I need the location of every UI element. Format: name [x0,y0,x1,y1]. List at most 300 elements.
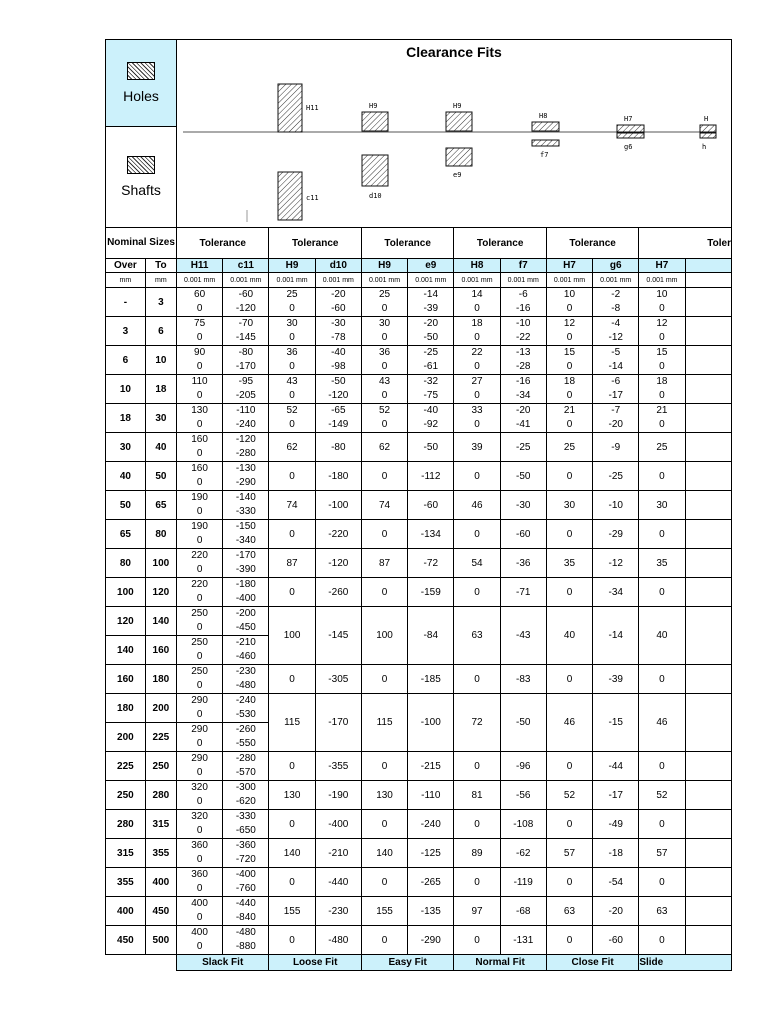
upper-deviation: -140 [235,492,256,503]
lower-deviation: 0 [381,419,388,430]
lower-deviation: -840 [235,912,256,923]
lower-deviation: -220 [315,520,361,549]
upper-deviation: 190 [191,521,208,532]
deviation-cell [593,288,639,317]
lower-deviation: -60 [331,303,346,314]
deviation-cell-values [269,288,314,316]
tolerance-zone-H9 [362,112,388,131]
zone-label: f7 [539,151,549,159]
upper-deviation: 12 [563,318,576,329]
lower-deviation: -120 [328,390,349,401]
upper-deviation: 72 [454,694,500,752]
cut-cell [685,520,731,549]
size-to: 100 [145,549,176,578]
deviation-cell [176,404,222,433]
deviation-cell-values [223,404,268,432]
tolerance-zone-H9 [446,112,472,131]
deviation-cell [593,346,639,375]
h11-cell-values [177,926,222,954]
upper-deviation: 81 [454,781,500,810]
upper-deviation: -330 [235,811,256,822]
upper-deviation: 25 [639,433,685,462]
deviation-cell [454,346,500,375]
upper-deviation: -30 [331,318,346,329]
lower-deviation: -720 [235,854,256,865]
lower-deviation: -620 [235,796,256,807]
deviation-cell [546,288,592,317]
deviation-cell-values [639,346,684,374]
size-to: 3 [145,288,176,317]
to-header: To [145,259,176,273]
lower-deviation: 0 [269,665,315,694]
lower-deviation: -60 [500,520,546,549]
shafts-legend [106,127,177,228]
upper-deviation: 30 [378,318,391,329]
deviation-cell-values [316,375,361,403]
upper-deviation: -120 [315,549,361,578]
lower-deviation: 0 [361,578,407,607]
cut-cell [685,810,731,839]
tolerance-zone-f7 [532,140,559,146]
lower-deviation: -17 [608,390,623,401]
upper-deviation: 57 [546,839,592,868]
upper-deviation: -16 [516,376,531,387]
deviation-cell-values [454,375,499,403]
size-over: 180 [106,694,146,723]
cut-cell [685,317,731,346]
upper-deviation: 25 [546,433,592,462]
upper-deviation: 35 [639,549,685,578]
size-over: 65 [106,520,146,549]
upper-deviation: -14 [423,289,438,300]
upper-deviation: -180 [235,579,256,590]
size-to: 225 [145,723,176,752]
deviation-cell-values [177,317,222,345]
lower-deviation: -112 [408,462,454,491]
c11-cell-values [223,578,268,606]
unit-label: 0.001 mm [593,273,639,288]
upper-deviation: 36 [286,347,298,358]
c11-cell [223,897,269,926]
deviation-cell-values [362,317,407,345]
fit-label: Loose Fit [269,955,361,971]
lower-deviation: 0 [196,767,203,778]
deviation-cell-values [316,288,361,316]
lower-deviation: -75 [423,390,438,401]
deviation-cell [546,317,592,346]
upper-deviation: 90 [194,347,206,358]
deviation-cell-values [362,346,407,374]
deviation-cell-values [639,375,684,403]
upper-deviation: -100 [315,491,361,520]
h11-cell [176,694,222,723]
deviation-cell-values [408,317,453,345]
lower-deviation: 0 [474,361,480,372]
c11-cell-values [223,926,268,954]
c11-cell-values [223,491,268,519]
deviation-cell [361,346,407,375]
deviation-cell-values [177,346,222,374]
h11-cell [176,578,222,607]
lower-deviation: -170 [235,361,256,372]
cut-cell [685,607,731,665]
header-row-tolerance [106,228,732,259]
deviation-cell-values [408,375,453,403]
deviation-cell [269,375,315,404]
h11-cell-values [177,520,222,548]
lower-deviation: 0 [196,854,203,865]
h11-cell [176,636,222,665]
upper-deviation: 15 [563,347,576,358]
upper-deviation: -62 [500,839,546,868]
lower-deviation: 0 [546,462,592,491]
lower-deviation: -14 [608,361,623,372]
lower-deviation: 0 [659,332,665,343]
zone-label: c11 [305,194,319,202]
upper-deviation: -25 [500,433,546,462]
upper-deviation: -80 [315,433,361,462]
c11-cell [223,665,269,694]
upper-deviation: -17 [593,781,639,810]
lower-deviation: 0 [269,868,315,897]
lower-deviation: 0 [269,520,315,549]
upper-deviation: 14 [471,289,483,300]
unit-label: 0.001 mm [454,273,500,288]
lower-deviation: -570 [235,767,256,778]
lower-deviation: 0 [289,303,295,314]
table-row [106,897,732,926]
lower-deviation: 0 [381,303,388,314]
lower-deviation: 0 [289,419,295,430]
size-over: 40 [106,462,146,491]
size-to: 160 [145,636,176,665]
c11-cell-values [223,462,268,490]
h11-cell-values [177,549,222,577]
deviation-cell-values [223,288,268,316]
lower-deviation: -34 [516,390,531,401]
table-row [106,404,732,433]
upper-deviation: -230 [235,666,256,677]
unit-label: 0.001 mm [361,273,407,288]
upper-deviation: -20 [331,289,346,300]
deviation-cell [639,346,685,375]
over-header: Over [106,259,146,273]
upper-deviation: 18 [656,376,668,387]
tolerance-zone-h [700,133,716,138]
c11-cell [223,752,269,781]
lower-deviation: 0 [546,868,592,897]
shafts-label: Shafts [121,182,161,198]
upper-deviation: -84 [408,607,454,665]
lower-deviation: -60 [593,926,639,955]
deviation-cell-values [408,288,453,316]
deviation-cell-values [454,317,499,345]
deviation-cell-values [501,346,546,374]
lower-deviation: -96 [500,752,546,781]
h11-cell-values [177,694,222,722]
lower-deviation: 0 [566,390,573,401]
deviation-cell-values [501,317,546,345]
h11-cell-values [177,810,222,838]
lower-deviation: -49 [593,810,639,839]
lower-deviation: -78 [331,332,346,343]
upper-deviation: -6 [518,289,528,300]
upper-deviation: -4 [611,318,621,329]
lower-deviation: -305 [315,665,361,694]
upper-deviation: 33 [471,405,483,416]
c11-cell [223,636,269,665]
deviation-cell [315,375,361,404]
zone-label: H [703,115,709,123]
deviation-cell [546,404,592,433]
h11-cell [176,665,222,694]
c11-cell-values [223,897,268,925]
lower-deviation: -290 [235,477,256,488]
lower-deviation: -880 [235,941,256,952]
upper-deviation: 21 [656,405,668,416]
table-row [106,433,732,462]
lower-deviation: 0 [269,752,315,781]
upper-deviation: 220 [191,579,208,590]
lower-deviation: 0 [454,462,500,491]
tolerance-code: H11 [176,259,222,273]
mm-unit: mm [145,273,176,288]
lower-deviation: 0 [196,535,203,546]
deviation-cell [500,375,546,404]
h11-cell [176,520,222,549]
deviation-cell [593,317,639,346]
upper-deviation: 43 [378,376,391,387]
upper-deviation: -50 [331,376,346,387]
c11-cell [223,607,269,636]
holes-label: Holes [123,88,159,104]
zone-label: g6 [623,143,633,151]
c11-cell [223,433,269,462]
upper-deviation: 25 [286,289,298,300]
h11-cell-values [177,752,222,780]
table-row [106,491,732,520]
lower-deviation: 0 [659,303,665,314]
lower-deviation: -205 [235,390,256,401]
lower-deviation: 0 [196,332,203,343]
c11-cell [223,491,269,520]
zone-label: h [701,143,707,151]
cut-cell [685,549,731,578]
upper-deviation: 62 [269,433,315,462]
upper-deviation: 100 [361,607,407,665]
deviation-cell-values [408,404,453,432]
size-to: 500 [145,926,176,955]
table-row [106,520,732,549]
unit-label: 0.001 mm [639,273,685,288]
upper-deviation: 63 [546,897,592,926]
deviation-cell [500,346,546,375]
lower-deviation: -760 [235,883,256,894]
upper-deviation: -15 [593,694,639,752]
upper-deviation: -10 [593,491,639,520]
lower-deviation: 0 [454,578,500,607]
upper-deviation: 250 [191,637,208,648]
upper-deviation: -18 [593,839,639,868]
deviation-cell [408,346,454,375]
size-over: - [106,288,146,317]
deviation-cell-values [223,317,268,345]
size-over: 160 [106,665,146,694]
deviation-cell [408,317,454,346]
lower-deviation: 0 [196,448,203,459]
upper-deviation: -240 [235,695,256,706]
tolerance-code: d10 [315,259,361,273]
upper-deviation: 250 [191,666,208,677]
unit-label: 0.001 mm [176,273,222,288]
size-over: 10 [106,375,146,404]
deviation-cell-values [639,317,684,345]
c11-cell-values [223,433,268,461]
deviation-cell [361,288,407,317]
upper-deviation: -440 [235,898,256,909]
deviation-cell [408,288,454,317]
lower-deviation: 0 [546,752,592,781]
lower-deviation: 0 [269,462,315,491]
deviation-cell [269,346,315,375]
h11-cell-values [177,607,222,635]
deviation-cell-values [177,404,222,432]
c11-cell [223,549,269,578]
lower-deviation: -280 [235,448,256,459]
lower-deviation: 0 [289,390,295,401]
tolerance-zone-H [700,125,716,132]
lower-deviation: -355 [315,752,361,781]
upper-deviation: 57 [639,839,685,868]
h11-cell-values [177,578,222,606]
table-row [106,317,732,346]
deviation-cell-values [547,288,592,316]
upper-deviation: -210 [235,637,256,648]
upper-deviation: 30 [639,491,685,520]
lower-deviation: 0 [454,810,500,839]
table-row [106,752,732,781]
size-to: 280 [145,781,176,810]
table-row [106,781,732,810]
upper-deviation: -25 [423,347,438,358]
tolerance-zone-H11 [278,84,302,132]
upper-deviation: -360 [235,840,256,851]
lower-deviation: 0 [659,390,665,401]
upper-deviation: -230 [315,897,361,926]
deviation-cell [361,317,407,346]
tolerance-code: H8 [454,259,500,273]
size-over: 50 [106,491,146,520]
deviation-cell [408,375,454,404]
unit-label: 0.001 mm [223,273,269,288]
deviation-cell-values [362,288,407,316]
lower-deviation: 0 [546,926,592,955]
lower-deviation: -460 [235,651,256,662]
upper-deviation: -10 [516,318,531,329]
lower-deviation: -180 [315,462,361,491]
lower-deviation: -8 [611,303,621,314]
deviation-cell-values [269,375,314,403]
upper-deviation: 130 [191,405,208,416]
upper-deviation: -13 [516,347,531,358]
cut-cell [685,288,731,317]
deviation-cell-values [316,317,361,345]
lower-deviation: 0 [546,665,592,694]
tolerance-code: H7 [546,259,592,273]
deviation-cell-values [593,375,638,403]
upper-deviation: 40 [546,607,592,665]
upper-deviation: 46 [639,694,685,752]
deviation-cell-values [269,404,314,432]
upper-deviation: 12 [656,318,668,329]
lower-deviation: 0 [659,419,665,430]
lower-deviation: -28 [516,361,531,372]
upper-deviation: -5 [611,347,621,358]
h11-cell [176,810,222,839]
upper-deviation: -32 [423,376,438,387]
upper-deviation: 52 [639,781,685,810]
upper-deviation: -135 [408,897,454,926]
unit-label: 0.001 mm [500,273,546,288]
size-over: 30 [106,433,146,462]
upper-deviation: -110 [236,405,256,416]
h11-cell-values [177,665,222,693]
lower-deviation: -16 [516,303,531,314]
upper-deviation: -2 [611,289,621,300]
diagram-area [176,40,731,228]
upper-deviation: -7 [611,405,621,416]
size-to: 180 [145,665,176,694]
c11-cell-values [223,868,268,896]
upper-deviation: 360 [191,840,208,851]
lower-deviation: -440 [315,868,361,897]
tolerance-header: Tolerance [176,228,268,259]
lower-deviation: -98 [331,361,346,372]
upper-deviation: 160 [191,434,208,445]
lower-deviation: -134 [408,520,454,549]
deviation-cell [639,317,685,346]
lower-deviation: -108 [500,810,546,839]
holes-legend [106,40,177,127]
upper-deviation: -125 [408,839,454,868]
lower-deviation: -550 [235,738,256,749]
lower-deviation: 0 [474,390,480,401]
upper-deviation: 140 [361,839,407,868]
table-row [106,578,732,607]
size-to: 355 [145,839,176,868]
lower-deviation: 0 [196,303,203,314]
upper-deviation: -480 [235,927,256,938]
lower-deviation: -119 [500,868,546,897]
lower-deviation: 0 [269,578,315,607]
size-over: 3 [106,317,146,346]
lower-deviation: 0 [196,477,203,488]
lower-deviation: 0 [381,390,388,401]
upper-deviation: -12 [593,549,639,578]
cut-cell [685,694,731,752]
upper-deviation: 46 [454,491,500,520]
lower-deviation: -290 [408,926,454,955]
lower-deviation: 0 [639,578,685,607]
lower-deviation: 0 [566,332,573,343]
lower-deviation: -240 [235,419,256,430]
upper-deviation: -30 [500,491,546,520]
lower-deviation: 0 [381,332,388,343]
upper-deviation: 10 [656,289,668,300]
lower-deviation: -145 [235,332,256,343]
size-over: 100 [106,578,146,607]
upper-deviation: -400 [235,869,256,880]
